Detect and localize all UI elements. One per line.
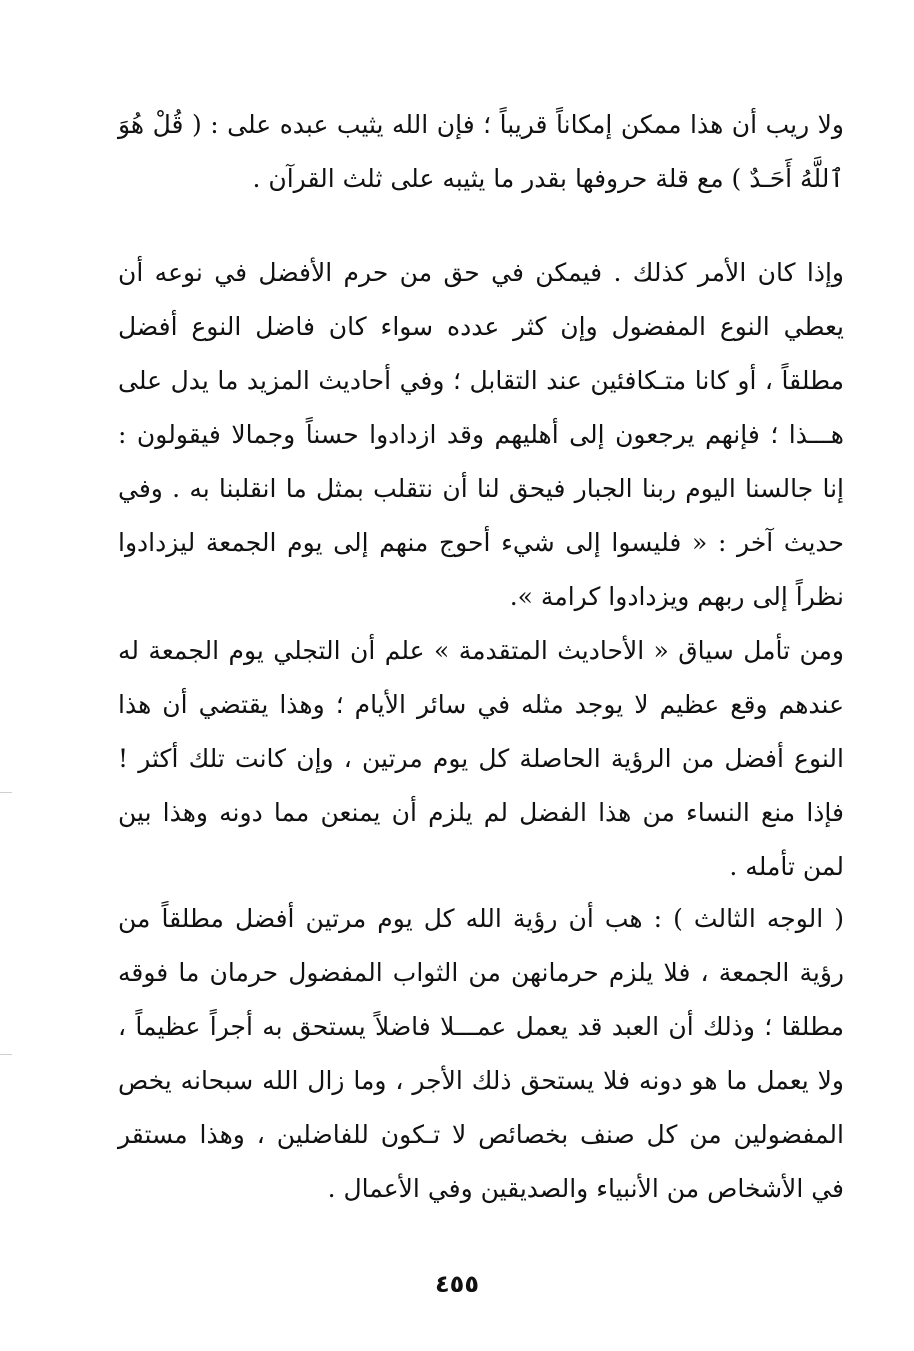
paragraph-2-text: وإذا كان الأمر كذلك . فيمكن في حق من حرم الأفضل في نوعه أن يعطي النوع المفضول وإن كثر عدده سواء كان فاضل النوع أفضل مطلقاً ، أو كانا متـكافئين عند التقابل ؛ وفي أحاديث المزيد ما يدل على هـــذا ؛ فإنهم يرجعون إلى أهليهم وقد ازدادوا حسناً وجمالا فيقولون : إنا جالسنا اليوم ربنا الجبار فيحق لنا أن نتقلب بمثل ما انقلبنا به . وفي حديث آخر : « فليسوا إلى شيء أحوج منهم إلى يوم الجمعة ليزدادوا نظراً إلى ربهم ويزدادوا كرامة ». [118, 258, 844, 611]
paragraph-2 [118, 246, 844, 624]
paragraph-4 [118, 892, 844, 1216]
margin-tick [0, 1054, 12, 1055]
paragraph-3 [118, 624, 844, 894]
paragraph-3-text: ومن تأمل سياق « الأحاديث المتقدمة » علم أن التجلي يوم الجمعة له عندهم وقع عظيم لا يوجد مثله في سائر الأيام ؛ وهذا يقتضي أن هذا النوع أفضل من الرؤية الحاصلة كل يوم مرتين ، وإن كانت تلك أكثر ! فإذا منع النساء من هذا الفضل لم يلزم أن يمنعن مما دونه وهذا بين لمن تأمله . [118, 636, 844, 881]
paragraph-4-text: ( الوجه الثالث ) : هب أن رؤية الله كل يوم مرتين أفضل مطلقاً من رؤية الجمعة ، فلا يلزم حرمانهن من الثواب المفضول حرمان ما فوقه مطلقا ؛ وذلك أن العبد قد يعمل عمـــلا فاضلاً يستحق به أجراً عظيماً ، ولا يعمل ما هو دونه فلا يستحق ذلك الأجر ، وما زال الله سبحانه يخص المفضولين من كل صنف بخصائص لا تـكون للفاضلين ، وهذا مستقر في الأشخاص من الأنبياء والصديقين وفي الأعمال . [118, 904, 845, 1203]
paragraph-1-text: ولا ريب أن هذا ممكن إمكاناً قريباً ؛ فإن الله يثيب عبده على : ( قُلْ هُوَ ٱللَّهُ أَحَـدٌ ) مع قلة حروفها بقدر ما يثيبه على ثلث القرآن . [118, 110, 844, 193]
paragraph-1 [118, 98, 844, 206]
page-number: ٤٥٥ [435, 1270, 479, 1298]
margin-tick [0, 792, 12, 793]
